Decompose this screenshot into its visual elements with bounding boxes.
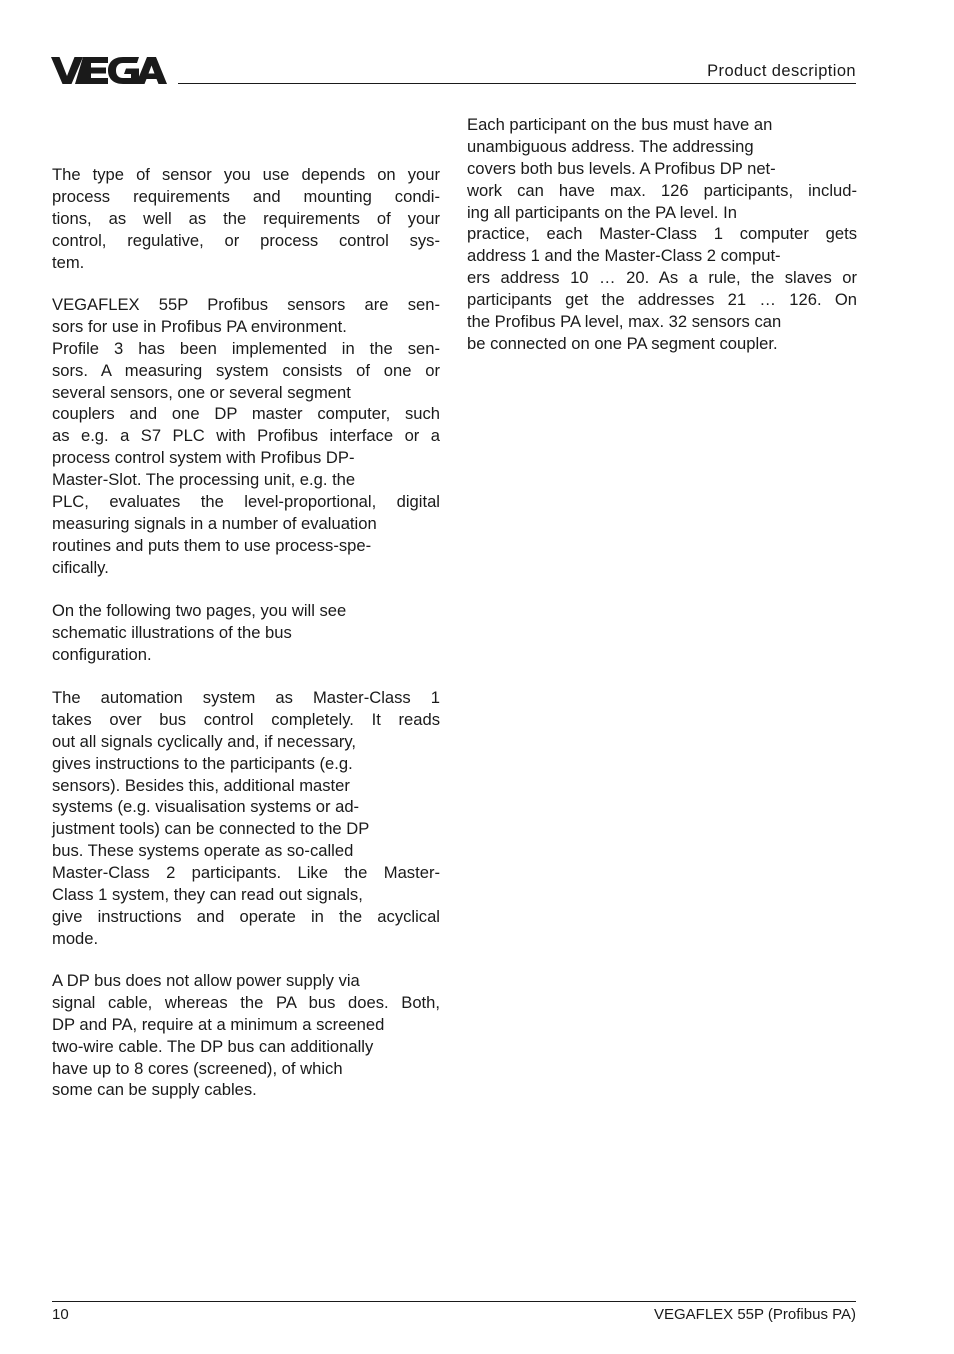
text-line: couplers and one DP master computer, such <box>52 404 440 424</box>
text-line: cifically. <box>52 557 109 577</box>
paragraph-sensor-type <box>52 164 440 273</box>
text-line: address 1 and the Master-Class 2 comput- <box>467 246 781 266</box>
text-line: tem. <box>52 252 85 272</box>
paragraph-illustrations <box>52 600 440 666</box>
text-line: Profile 3 has been implemented in the sen- <box>52 338 440 358</box>
text-line: takes over bus control completely. It reads <box>52 709 440 729</box>
paragraph-power-supply <box>52 970 440 1101</box>
text-line: DP and PA, require at a minimum a screened <box>52 1014 385 1034</box>
text-line: schematic illustrations of the bus <box>52 622 292 642</box>
text-line: as e.g. a S7 PLC with Profibus interface or a <box>52 426 440 446</box>
text-line: process control system with Profibus DP- <box>52 448 355 468</box>
header-rule <box>178 83 856 84</box>
text-line: unambiguous address. The addressing <box>467 136 754 156</box>
text-line: Class 1 system, they can read out signals, <box>52 885 363 905</box>
text-line: The type of sensor you use depends on your <box>52 165 440 184</box>
text-line: work can have max. 126 participants, includ- <box>467 180 857 200</box>
text-line: ing all participants on the PA level. In <box>467 202 737 222</box>
text-line: two-wire cable. The DP bus can additionally <box>52 1036 374 1056</box>
text-line: A DP bus does not allow power supply via <box>52 971 360 990</box>
text-line: practice, each Master-Class 1 computer gets <box>467 224 857 244</box>
text-line: configuration. <box>52 644 152 664</box>
text-line: have up to 8 cores (screened), of which <box>52 1058 343 1078</box>
text-line: VEGAFLEX 55P Profibus sensors are sen- <box>52 295 440 314</box>
text-line: measuring signals in a number of evaluation <box>52 513 377 533</box>
vega-logo <box>51 52 167 86</box>
text-line: signal cable, whereas the PA bus does. Both, <box>52 992 440 1012</box>
text-line: routines and puts them to use process-spe- <box>52 535 372 555</box>
text-line: out all signals cyclically and, if necessary, <box>52 731 357 751</box>
page-number: 10 <box>52 1306 69 1323</box>
paragraph-addressing <box>467 114 857 355</box>
paragraph-profibus-sensors <box>52 294 440 579</box>
text-line: justment tools) can be connected to the DP <box>52 819 370 839</box>
text-line: be connected on one PA segment coupler. <box>467 333 778 353</box>
text-line: PLC, evaluates the level-proportional, digital <box>52 492 440 512</box>
section-title: Product description <box>707 62 856 80</box>
text-line: sors for use in Profibus PA environment. <box>52 316 347 336</box>
text-line: Each participant on the bus must have an <box>467 115 773 134</box>
text-line: gives instructions to the participants (e.g. <box>52 753 353 773</box>
text-line: sensors). Besides this, additional master <box>52 775 350 795</box>
text-line: The automation system as Master-Class 1 <box>52 688 440 707</box>
text-line: tions, as well as the requirements of your <box>52 208 440 228</box>
text-line: several sensors, one or several segment <box>52 382 351 402</box>
text-line: mode. <box>52 928 99 948</box>
text-line: participants get the addresses 21 … 126. On <box>467 290 857 310</box>
footer-product-name: VEGAFLEX 55P (Profibus PA) <box>653 1306 856 1323</box>
text-line: give instructions and operate in the acyclical <box>52 906 440 926</box>
text-line: process requirements and mounting condi- <box>52 186 440 206</box>
text-line: Master-Slot. The processing unit, e.g. the <box>52 470 356 490</box>
text-line: On the following two pages, you will see <box>52 601 347 620</box>
text-line: ers address 10 … 20. As a rule, the slaves or <box>467 268 857 288</box>
text-line: Master-Class 2 participants. Like the Master- <box>52 863 440 883</box>
footer-rule <box>52 1301 856 1302</box>
text-line: control, regulative, or process control sys- <box>52 230 440 250</box>
text-line: covers both bus levels. A Profibus DP net- <box>467 158 776 178</box>
paragraph-master-class <box>52 687 440 950</box>
text-line: the Profibus PA level, max. 32 sensors can <box>467 312 782 332</box>
text-line: some can be supply cables. <box>52 1080 257 1100</box>
text-line: sors. A measuring system consists of one or <box>52 360 440 380</box>
text-line: systems (e.g. visualisation systems or ad- <box>52 797 360 817</box>
text-line: bus. These systems operate as so-called <box>52 841 354 861</box>
